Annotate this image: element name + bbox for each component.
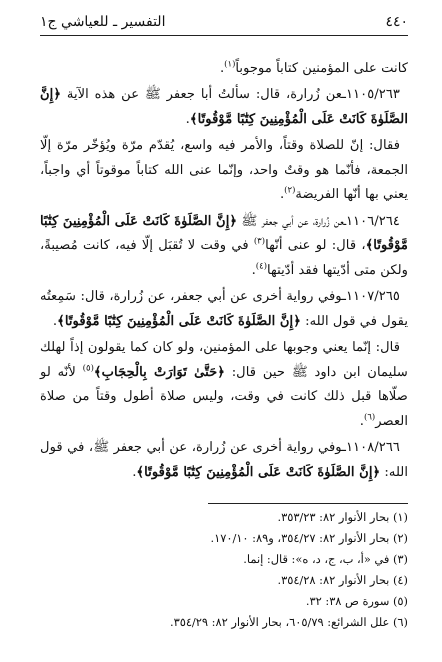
quran-verse: ﴿إِنَّ الصَّلَوٰةَ كَانَتْ عَلَى الْمُؤْمِنِينَ كِتَٰبًا مَّوْقُوتًا﴾: [40, 213, 408, 254]
paragraph: [40, 83, 408, 132]
page-number: ٤٤٠: [385, 14, 408, 30]
paragraph-text: ، قال: لو عنى أنّها: [265, 238, 366, 254]
paragraph-text: ١١٠٧/٢٦٥ـوفي رواية أخرى عن أبي جعفر، عن زُرارة، قال: سَمِعتُه يقول في قول الله:: [40, 289, 408, 329]
footnotes: [40, 507, 408, 632]
paragraph-text: .: [52, 313, 58, 329]
paragraph: [40, 57, 408, 82]
paragraph-text: .: [279, 187, 285, 203]
quran-verse: ﴿إِنَّ الصَّلَوٰةَ كَانَتْ عَلَى الْمُؤْمِنِينَ كِتَٰبًا مَّوْقُوتًا﴾: [136, 464, 381, 480]
paragraph: [40, 436, 408, 485]
footnote: (٤) بحار الأنوار ٨٢: ٣٥٤/٢٨.: [277, 572, 408, 587]
footnote: (١) بحار الأنوار ٨٢: ٣٥٣/٢٣.: [277, 510, 408, 524]
paragraph-text: ١١٠٨/٢٦٦ـوفي رواية أخرى عن زُرارة، عن أبي جعفر ﷺ، في قول الله:: [40, 440, 408, 480]
paragraph-text: ١١٠٦/٢٦٤ـعن زُرارة، عن أبي جعفر ﷺ: [237, 213, 400, 229]
footnote-reference: (٤): [255, 261, 268, 272]
footnote: (٣) في «أ، ب، ج، د، ه»: قال: إنما.: [243, 551, 408, 566]
paragraph-text: .: [251, 262, 256, 278]
paragraph: [40, 134, 408, 208]
paragraph-text: ١١٠٥/٢٦٣ـعن زُرارة، قال: سألتُ أبا جعفر ﷺ عن هذه الآية: [61, 87, 400, 103]
paragraph-text: .: [219, 61, 225, 76]
footnote: (٢) بحار الأنوار ٨٢: ٣٥٤/٢٧، و٨٩: ١٧٠/١٠.: [210, 530, 408, 545]
paragraph: [40, 336, 408, 434]
paragraph-text: .: [132, 464, 137, 480]
main-text: [40, 57, 408, 487]
footnote-reference: (١): [224, 59, 236, 70]
footnote-reference: (٦): [364, 412, 376, 423]
paragraph: [40, 285, 408, 334]
running-title: التفسير ـ للعياشي ج١: [40, 14, 166, 30]
paragraph-text: .: [185, 111, 190, 127]
paragraph-text: فقال: إنّ للصلاة وقتاً، والأمر فيه واسع، يُقدّم مرّة ويُؤخّر مرّة إلّا الجمعة، فأنّما هو وقتٌ واحد، وإنّما عنى الله كتاباً موقوتاً أي واجباً، يعني بها أنّها الفريضة: [40, 138, 408, 203]
paragraph-text: كانت على المؤمنين كتاباً موجوباً: [235, 61, 408, 76]
paragraph-text: .: [359, 413, 364, 429]
header-rule: [40, 35, 408, 36]
quran-verse: ﴿حَتَّىٰ تَوَارَتْ بِالْحِجَابِ﴾: [93, 364, 225, 380]
footnote: (٦) علل الشرائع: ٦٠٥/٧٩، بحار الأنوار ٨٢: ٣٥٤/٢٩.: [169, 614, 408, 629]
footnote-reference: (٣): [253, 236, 266, 247]
quran-verse: ﴿إِنَّ الصَّلَوٰةَ كَانَتْ عَلَى الْمُؤْمِنِينَ كِتَٰبًا مَّوْقُوتًا﴾: [57, 313, 301, 329]
footnote-rule: [208, 503, 408, 504]
footnote-reference: (٥): [82, 363, 94, 374]
paragraph-text: في وقت لا تُقبَل إلّا فيه، كانت مُصيبةً، ولكن متى أدّيتها فقد أدّيتها: [40, 238, 408, 278]
quran-verse: ﴿إِنَّ الصَّلَوٰةَ كَانَتْ عَلَى الْمُؤْمِنِينَ كِتَٰبًا مَّوْقُوتًا﴾: [40, 87, 408, 127]
footnote-reference: (٢): [284, 185, 296, 196]
paragraph-text: قال: إنّما يعني وجوبها على المؤمنين، ولو كان كما يقولون إذاً لهلك سليمان ابن داود ﷺ حين قال:: [40, 339, 408, 380]
paragraph: [40, 210, 408, 284]
page-header: [40, 10, 408, 32]
footnote: (٥) سورة ص ٣٨: ٣٢.: [305, 593, 408, 608]
paragraph-text: لأنّه لو صلّاها قبل ذلك كانت في وقت، وليس صلاة أطول وقتاً من صلاة العصر: [40, 364, 408, 429]
